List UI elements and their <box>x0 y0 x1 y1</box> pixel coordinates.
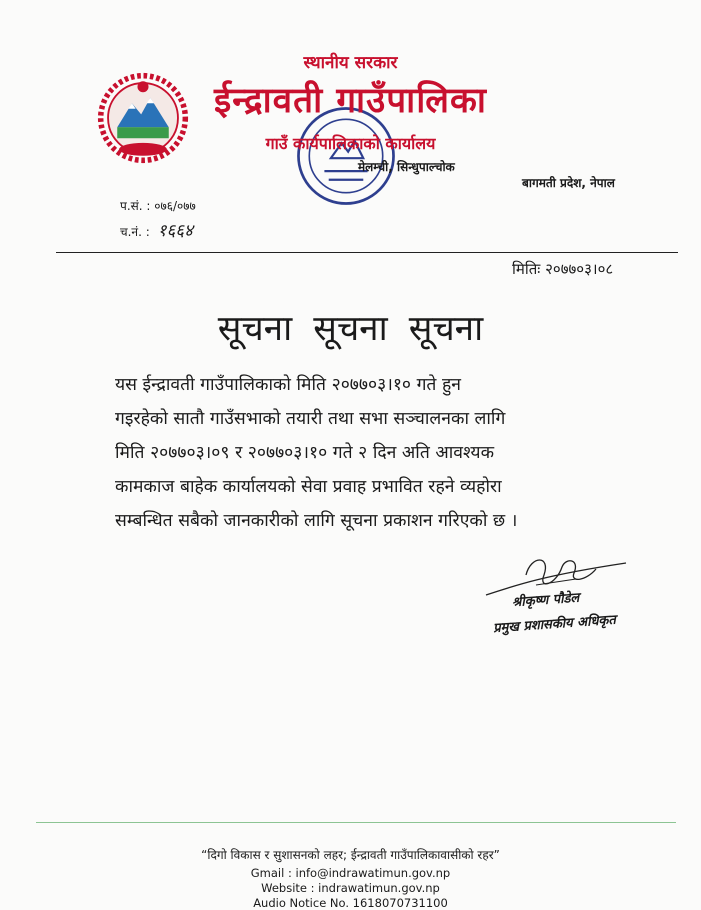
footer-gmail[interactable]: Gmail : info@indrawatimun.gov.np <box>250 866 451 880</box>
district-address: मेलम्ची, सिन्धुपाल्चोक <box>358 160 455 174</box>
dispatch-value: १६६४ <box>157 221 193 241</box>
footer-divider <box>36 822 676 823</box>
province-address: बागमती प्रदेश, नेपाल <box>522 176 615 190</box>
dispatch-number <box>120 218 193 241</box>
notice-line: सम्बन्धित सबैको जानकारीको लागि सूचना प्रकाशन गरिएको छ । <box>115 511 518 531</box>
reference-label: प.सं. : <box>120 199 151 213</box>
notice-line: मिति २०७७०३।०९ र २०७७०३।१० गते २ दिन अति आवश्यक <box>115 443 495 463</box>
footer-slogan: “दिगो विकास र सुशासनको लहर; ईन्द्रावती गाउँपालिकावासीको रहर” <box>201 848 500 862</box>
header-divider <box>56 252 678 253</box>
dispatch-label: च.नं. : <box>120 225 150 239</box>
notice-line: कामकाज बाहेक कार्यालयको सेवा प्रवाह प्रभावित रहने व्यहोरा <box>115 477 502 497</box>
notice-date: मितिः २०७७०३।०८ <box>512 260 614 278</box>
notice-title: सूचना सूचना सूचना <box>217 309 484 349</box>
signatory-title: प्रमुख प्रशासकीय अधिकृत <box>492 612 617 637</box>
notice-line: यस ईन्द्रावती गाउँपालिकाको मिति २०७७०३।१० गते हुन <box>115 375 461 395</box>
notice-line: गइरहेको सातौ गाउँसभाको तयारी तथा सभा सञ्चालनका लागि <box>115 409 506 429</box>
footer-website[interactable]: Website : indrawatimun.gov.np <box>261 881 440 895</box>
government-label: स्थानीय सरकार <box>303 53 398 73</box>
office-name: गाउँ कार्यपालिकाको कार्यालय <box>265 134 436 153</box>
municipality-name: ईन्द्रावती गाउँपालिका <box>214 81 487 121</box>
reference-value: ०७६/०७७ <box>154 199 196 213</box>
reference-number <box>120 197 196 214</box>
notice-body <box>115 368 585 538</box>
footer-audio-notice: Audio Notice No. 1618070731100 <box>253 896 448 910</box>
signatory-name: श्रीकृष्ण पौडेल <box>511 590 580 611</box>
